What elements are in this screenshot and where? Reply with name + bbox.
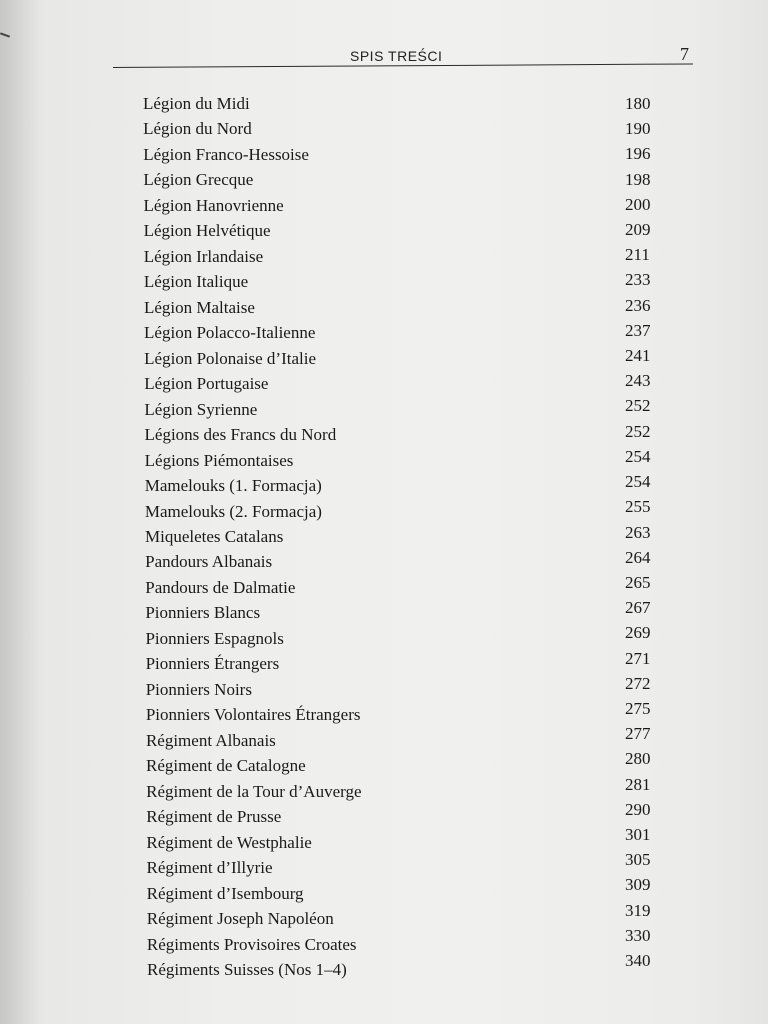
toc-entry-page-number: 272 xyxy=(624,673,651,693)
toc-entry-page-number: 280 xyxy=(624,749,651,769)
toc-entry xyxy=(146,925,687,957)
toc-entry-page-number: 233 xyxy=(624,270,651,290)
toc-entry xyxy=(144,347,684,371)
toc-entry xyxy=(146,850,687,880)
toc-entry xyxy=(144,219,684,243)
toc-entry-page-number: 271 xyxy=(624,648,651,668)
toc-entry-page-number: 277 xyxy=(624,724,651,744)
toc-entry-title: Légions des Francs du Nord xyxy=(144,425,337,445)
toc-entry xyxy=(144,296,684,320)
toc-entry-title: Régiment de Catalogne xyxy=(146,756,306,776)
toc-entry-title: Légion Maltaise xyxy=(143,297,255,317)
toc-entry-title: Légion Portugaise xyxy=(144,374,269,394)
toc-entry-page-number: 243 xyxy=(624,371,651,391)
toc-entry-title: Légion Grecque xyxy=(143,170,254,190)
toc-entry xyxy=(146,875,687,906)
toc-entry xyxy=(144,372,684,396)
toc-entry-page-number: 254 xyxy=(624,472,651,492)
toc-entry xyxy=(145,423,685,447)
toc-entry xyxy=(145,474,685,498)
toc-entry-page-number: 180 xyxy=(625,94,651,113)
toc-entry-title: Légion Italique xyxy=(143,272,249,292)
toc-entry xyxy=(143,194,683,218)
toc-entry-title: Légion Franco-Hessoise xyxy=(143,144,309,164)
toc-entry xyxy=(143,168,683,192)
toc-entry xyxy=(146,749,686,778)
toc-entry-page-number: 255 xyxy=(624,497,651,517)
toc-entry-page-number: 211 xyxy=(624,245,650,265)
toc-entry-title: Pionniers Étrangers xyxy=(145,654,280,674)
toc-entry xyxy=(144,321,684,345)
toc-entry-page-number: 330 xyxy=(624,925,651,945)
toc-entry xyxy=(145,648,686,676)
toc-entry-page-number: 267 xyxy=(624,598,651,618)
toc-entry xyxy=(144,270,684,294)
toc-entry-page-number: 340 xyxy=(625,951,651,970)
toc-entry-page-number: 252 xyxy=(624,396,651,416)
toc-entry-title: Légion Hanovrienne xyxy=(143,195,284,215)
toc-entry xyxy=(145,522,685,549)
toc-entry xyxy=(144,398,684,422)
toc-entry-page-number: 252 xyxy=(624,421,651,441)
toc-entry-title: Pionniers Espagnols xyxy=(145,628,284,648)
toc-entry-page-number: 305 xyxy=(624,850,651,870)
toc-entry-page-number: 200 xyxy=(624,194,651,214)
toc-entry xyxy=(145,547,685,574)
toc-entry-title: Légion du Nord xyxy=(143,119,252,139)
toc-entry-title: Pandours Albanais xyxy=(145,552,273,572)
toc-entry xyxy=(145,623,685,651)
toc-entry-page-number: 265 xyxy=(624,572,651,592)
toc-entry-title: Régiments Provisoires Croates xyxy=(146,934,357,954)
toc-entry-title: Légions Piémontaises xyxy=(144,450,294,470)
toc-entry-title: Légion Helvétique xyxy=(143,221,271,241)
toc-entry-page-number: 254 xyxy=(624,446,651,466)
toc-entry-page-number: 290 xyxy=(624,799,651,819)
toc-entry-title: Régiment de la Tour d’Auverge xyxy=(146,781,362,801)
toc-entry-title: Légion Irlandaise xyxy=(143,246,264,266)
running-header-page-number: 7 xyxy=(680,44,689,64)
toc-entry xyxy=(144,497,685,524)
toc-entry-page-number: 319 xyxy=(624,900,651,920)
toc-entry-title: Mamelouks (2. Formacja) xyxy=(144,501,322,521)
toc-entry-title: Miqueletes Catalans xyxy=(145,527,284,546)
toc-entry-title: Légion Syrienne xyxy=(144,399,258,419)
toc-entry-title: Pandours de Dalmatie xyxy=(145,577,296,597)
toc-entry-title: Pionniers Volontaires Étrangers xyxy=(145,705,361,725)
toc-entry-page-number: 264 xyxy=(624,547,651,567)
toc-entry xyxy=(144,446,685,473)
toc-entry-page-number: 190 xyxy=(624,119,651,139)
toc-entry-page-number: 241 xyxy=(624,346,651,366)
toc-entry-title: Régiment de Prusse xyxy=(146,807,282,827)
toc-entry-page-number: 301 xyxy=(624,824,651,844)
toc-entry-page-number: 309 xyxy=(624,875,651,895)
toc-entry-page-number: 209 xyxy=(624,220,651,240)
toc-entry-page-number: 281 xyxy=(624,774,651,794)
toc-entry-title: Régiments Suisses (Nos 1–4) xyxy=(147,960,347,979)
toc-entry xyxy=(145,724,686,753)
toc-entry xyxy=(146,900,687,931)
toc-entry-title: Pionniers Noirs xyxy=(145,679,252,699)
toc-entry xyxy=(145,698,686,727)
toc-entry xyxy=(143,92,683,116)
running-header-title: SPIS TREŚCI xyxy=(350,48,443,64)
toc-entry-page-number: 198 xyxy=(624,169,651,189)
toc-entry-page-number: 196 xyxy=(624,144,651,164)
toc-entry xyxy=(145,673,686,702)
toc-entry-page-number: 275 xyxy=(624,698,651,718)
toc-entry-title: Légion du Midi xyxy=(143,94,250,113)
toc-entry xyxy=(146,774,686,804)
toc-entry-title: Légion Polonaise d’Italie xyxy=(144,348,317,368)
toc-entry xyxy=(146,799,686,829)
toc-entry-title: Régiment Joseph Napoléon xyxy=(146,909,334,929)
toc-entry-title: Régiment Albanais xyxy=(145,730,276,750)
toc-entry-page-number: 263 xyxy=(625,522,651,542)
toc-entry-page-number: 236 xyxy=(624,295,651,315)
toc-entry-page-number: 237 xyxy=(624,320,651,340)
toc-entry-title: Régiment d’Illyrie xyxy=(146,858,273,878)
toc-entry xyxy=(146,824,686,855)
toc-entry-title: Pionniers Blancs xyxy=(145,603,261,623)
toc-entry xyxy=(145,572,685,600)
toc-entry-title: Légion Polacco-Italienne xyxy=(144,323,316,343)
toc-entry-page-number: 269 xyxy=(624,623,651,643)
toc-entry xyxy=(143,143,683,167)
toc-entry xyxy=(143,117,683,141)
toc-entry xyxy=(144,245,684,269)
toc-entry-title: Mamelouks (1. Formacja) xyxy=(144,476,322,496)
toc-entry xyxy=(147,951,687,982)
toc-entry-title: Régiment d’Isembourg xyxy=(146,883,304,903)
toc-entry-title: Régiment de Westphalie xyxy=(146,832,312,852)
toc-entry xyxy=(145,598,685,625)
